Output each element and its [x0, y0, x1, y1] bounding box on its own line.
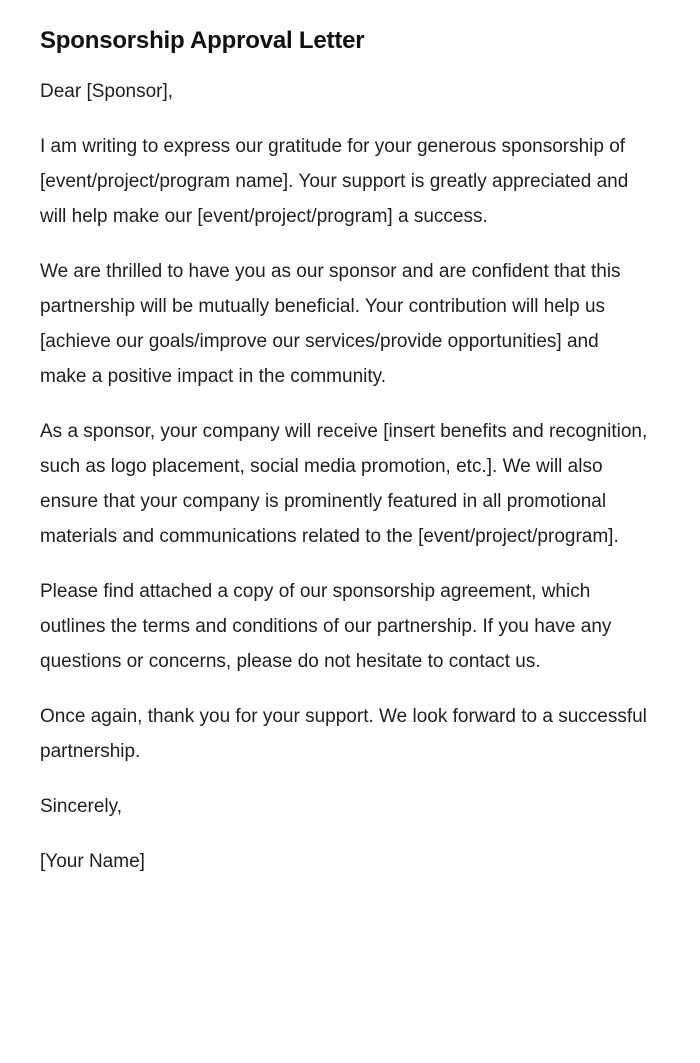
letter-title: Sponsorship Approval Letter [40, 27, 365, 54]
paragraph-benefits: As a sponsor, your company will receive [insert benefits and recognition, such as logo placement, social media promotion, etc.]. We will also ensure that your company is prominently featured in all promotional materials and communications related to the [event/project/program]. [40, 421, 648, 547]
letter-signature: [Your Name] [40, 851, 145, 872]
letter-closing: Sincerely, [40, 796, 123, 817]
paragraph-thanks: Once again, thank you for your support. We look forward to a successful partnership. [40, 706, 647, 762]
paragraph-agreement: Please find attached a copy of our sponsorship agreement, which outlines the terms and conditions of our partnership. If you have any questions or concerns, please do not hesitate to contact us. [40, 581, 612, 672]
letter-greeting: Dear [Sponsor], [40, 81, 174, 102]
letter-document [40, 26, 660, 879]
paragraph-partnership: We are thrilled to have you as our sponsor and are confident that this partnership will be mutually beneficial. Your contribution will help us [achieve our goals/improve our services/provide opportunities] and make a positive impact in the community. [40, 261, 621, 387]
paragraph-gratitude: I am writing to express our gratitude for your generous sponsorship of [event/project/program name]. Your support is greatly appreciated and will help make our [event/project/program] a success. [40, 136, 629, 227]
